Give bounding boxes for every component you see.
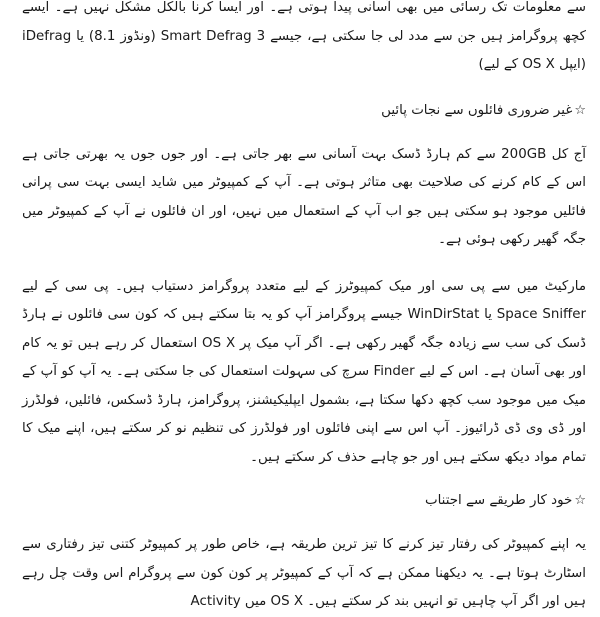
section-heading-text: خود کار طریقے سے اجتناب (425, 493, 573, 508)
intro-paragraph-tail: سے معلومات تک رسائی میں بھی آسانی پیدا ہوتی ہے۔ اور ایسا کرنا بالکل مشکل نہیں ہے۔ ایسے کچھ پروگرامز ہیں جن سے مدد لی جا سکتی ہے، جیسے Smart Defrag 3 (ونڈوز 8.1) یا iDefrag (ایپل OS X کے لیے) (22, 0, 586, 72)
section-heading-avoid-autostart (22, 490, 586, 512)
paragraph-spacer (22, 255, 586, 273)
paragraph-disk-analyzer-programs: مارکیٹ میں سے پی سی اور میک کمپیوٹرز کے لیے متعدد پروگرامز دستیاب ہیں۔ پی سی کے لیے Space Sniffer یا WinDirStat جیسے پروگرامز آپ کو یہ بتا سکتے ہیں کہ کون سی فائلوں نے ہارڈ ڈسک کی سب سے زیادہ جگہ گھیر رکھی ہے۔ اگر آپ میک پر OS X استعمال کر رہے ہیں تو یہ کام اور بھی آسان ہے۔ اس کے لیے Finder سرچ کی سہولت استعمال کی جا سکتی ہے۔ یہ آپ کو آپ کے میک میں موجود سب کچھ دکھا سکتا ہے، بشمول ایپلیکیشنز، پروگرامز، ہارڈ ڈسکس، فائلیں، فولڈرز اور ڈی وی ڈی ڈرائیوز۔ آپ اس سے اپنی فائلوں اور فولڈرز کی تنظیم نو کر سکتے ہیں، اپنے میک کا تمام مواد دیکھ سکتے ہیں اور جو چاہے حذف کر سکتے ہیں۔ (22, 278, 587, 465)
paragraph-disk-space: آج کل 200GB سے کم ہارڈ ڈسک بہت آسانی سے بھر جاتی ہے۔ اور جوں جوں یہ بھرتی جاتی ہے اس کے کام کرنے کی صلاحیت بھی متاثر ہوتی ہے۔ آپ کے کمپیوٹر میں شاید ایسی بہت سی پرانی فائلیں موجود ہو سکتی ہیں جو اب آپ کے استعمال میں نہیں، اور ان فائلوں نے آپ کے کمپیوٹر میں جگہ گھیر رکھی ہوئی ہے۔ (22, 146, 586, 247)
section-heading-remove-junk-files (22, 100, 586, 122)
star-bullet-icon: ☆ (574, 102, 586, 118)
star-bullet-icon: ☆ (574, 493, 586, 508)
paragraph-spacer (22, 472, 586, 490)
section-heading-text: غیر ضروری فائلوں سے نجات پائیں (381, 102, 573, 118)
paragraph-startup-programs: یہ اپنے کمپیوٹر کی رفتار تیز کرنے کا تیز ترین طریقہ ہے، خاص طور پر کمپیوٹر کتنی تیز رفتاری سے اسٹارٹ ہوتا ہے۔ یہ دیکھنا ممکن ہے کہ آپ کے کمپیوٹر پر کون کون سے پروگرام اس وقت چل رہے ہیں اور اگر آپ چاہیں تو انہیں بند کر سکتے ہیں۔ OS X میں Activity (22, 537, 586, 609)
